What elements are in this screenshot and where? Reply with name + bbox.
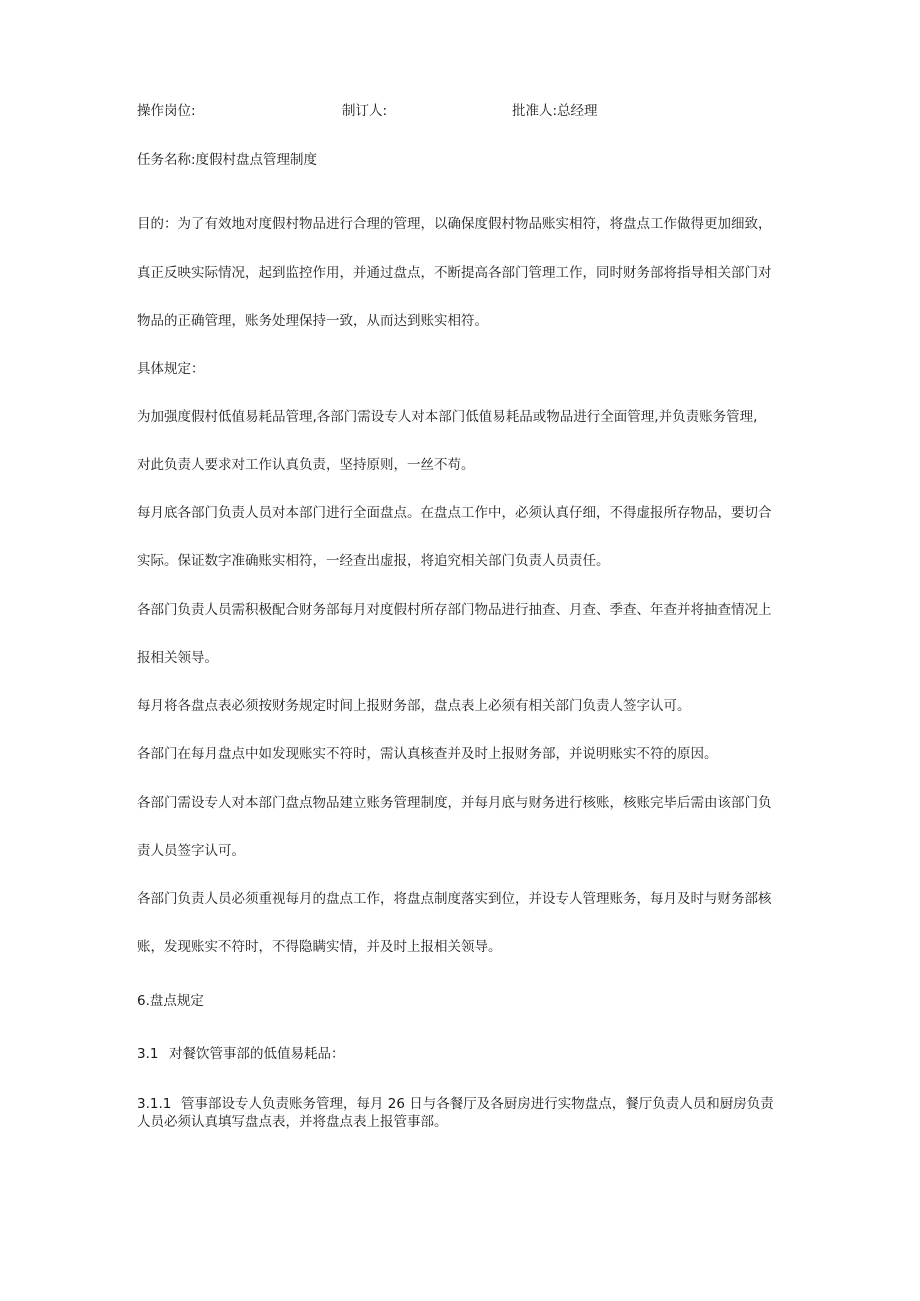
section-3-1-1-number: 3.1.1 (137, 1096, 172, 1112)
rule-1-line-1: 为加强度假村低值易耗品管理,各部门需设专人对本部门低值易耗品或物品进行全面管理,并负责账务管理, (137, 409, 758, 425)
section-3-1-1-text: 管事部设专人负责账务管理，每月 26 日与各餐厅及各厨房进行实物盘点，餐厅负责人员和厨房负责人员必须认真填写盘点表，并将盘点表上报管事部。 (137, 1096, 774, 1130)
section-3-1-1 (137, 1095, 787, 1131)
rule-6-line-2: 责人员签字认可。 (137, 843, 245, 859)
rules-heading: 具体规定： (137, 361, 205, 377)
rule-2-line-1: 每月底各部门负责人员对本部门进行全面盘点。在盘点工作中，必须认真仔细，不得虚报所存物品，要切合 (137, 505, 772, 521)
purpose-line-3: 物品的正确管理，账务处理保持一致，从而达到账实相符。 (137, 313, 488, 329)
section-3-1 (137, 1045, 345, 1063)
approver-label: 批准人:总经理 (512, 103, 598, 119)
task-name: 任务名称:度假村盘点管理制度 (137, 152, 318, 168)
purpose-line-2: 真正反映实际情况，起到监控作用，并通过盘点，不断提高各部门管理工作，同时财务部将指导相关部门对 (137, 265, 772, 281)
section-3-1-number: 3.1 (137, 1046, 159, 1062)
section-3-1-text: 对餐饮管事部的低值易耗品： (169, 1046, 345, 1062)
rule-3-line-2: 报相关领导。 (137, 650, 218, 666)
post-label: 操作岗位: (137, 103, 196, 119)
rule-3-line-1: 各部门负责人员需积极配合财务部每月对度假村所存部门物品进行抽查、月查、季查、年查并将抽查情况上 (137, 602, 772, 618)
rule-5-line-1: 各部门在每月盘点中如发现账实不符时，需认真核查并及时上报财务部，并说明账实不符的原因。 (137, 746, 718, 762)
rule-7-line-2: 账，发现账实不符时，不得隐瞒实情，并及时上报相关领导。 (137, 939, 502, 955)
rule-7-line-1: 各部门负责人员必须重视每月的盘点工作，将盘点制度落实到位，并设专人管理账务，每月及时与财务部核 (137, 891, 772, 907)
rule-6-line-1: 各部门需设专人对本部门盘点物品建立账务管理制度，并每月底与财务进行核账，核账完毕后需由该部门负 (137, 795, 772, 811)
rule-4-line-1: 每月将各盘点表必须按财务规定时间上报财务部，盘点表上必须有相关部门负责人签字认可。 (137, 698, 691, 714)
rule-2-line-2: 实际。保证数字准确账实相符，一经查出虚报，将追究相关部门负责人员责任。 (137, 553, 610, 569)
section-6-heading: 6.盘点规定 (137, 993, 204, 1009)
author-label: 制订人: (342, 103, 388, 119)
purpose-line-1: 目的：为了有效地对度假村物品进行合理的管理，以确保度假村物品账实相符，将盘点工作做得更加细致， (137, 216, 772, 232)
rule-1-line-2: 对此负责人要求对工作认真负责，坚持原则，一丝不苟。 (137, 457, 475, 473)
